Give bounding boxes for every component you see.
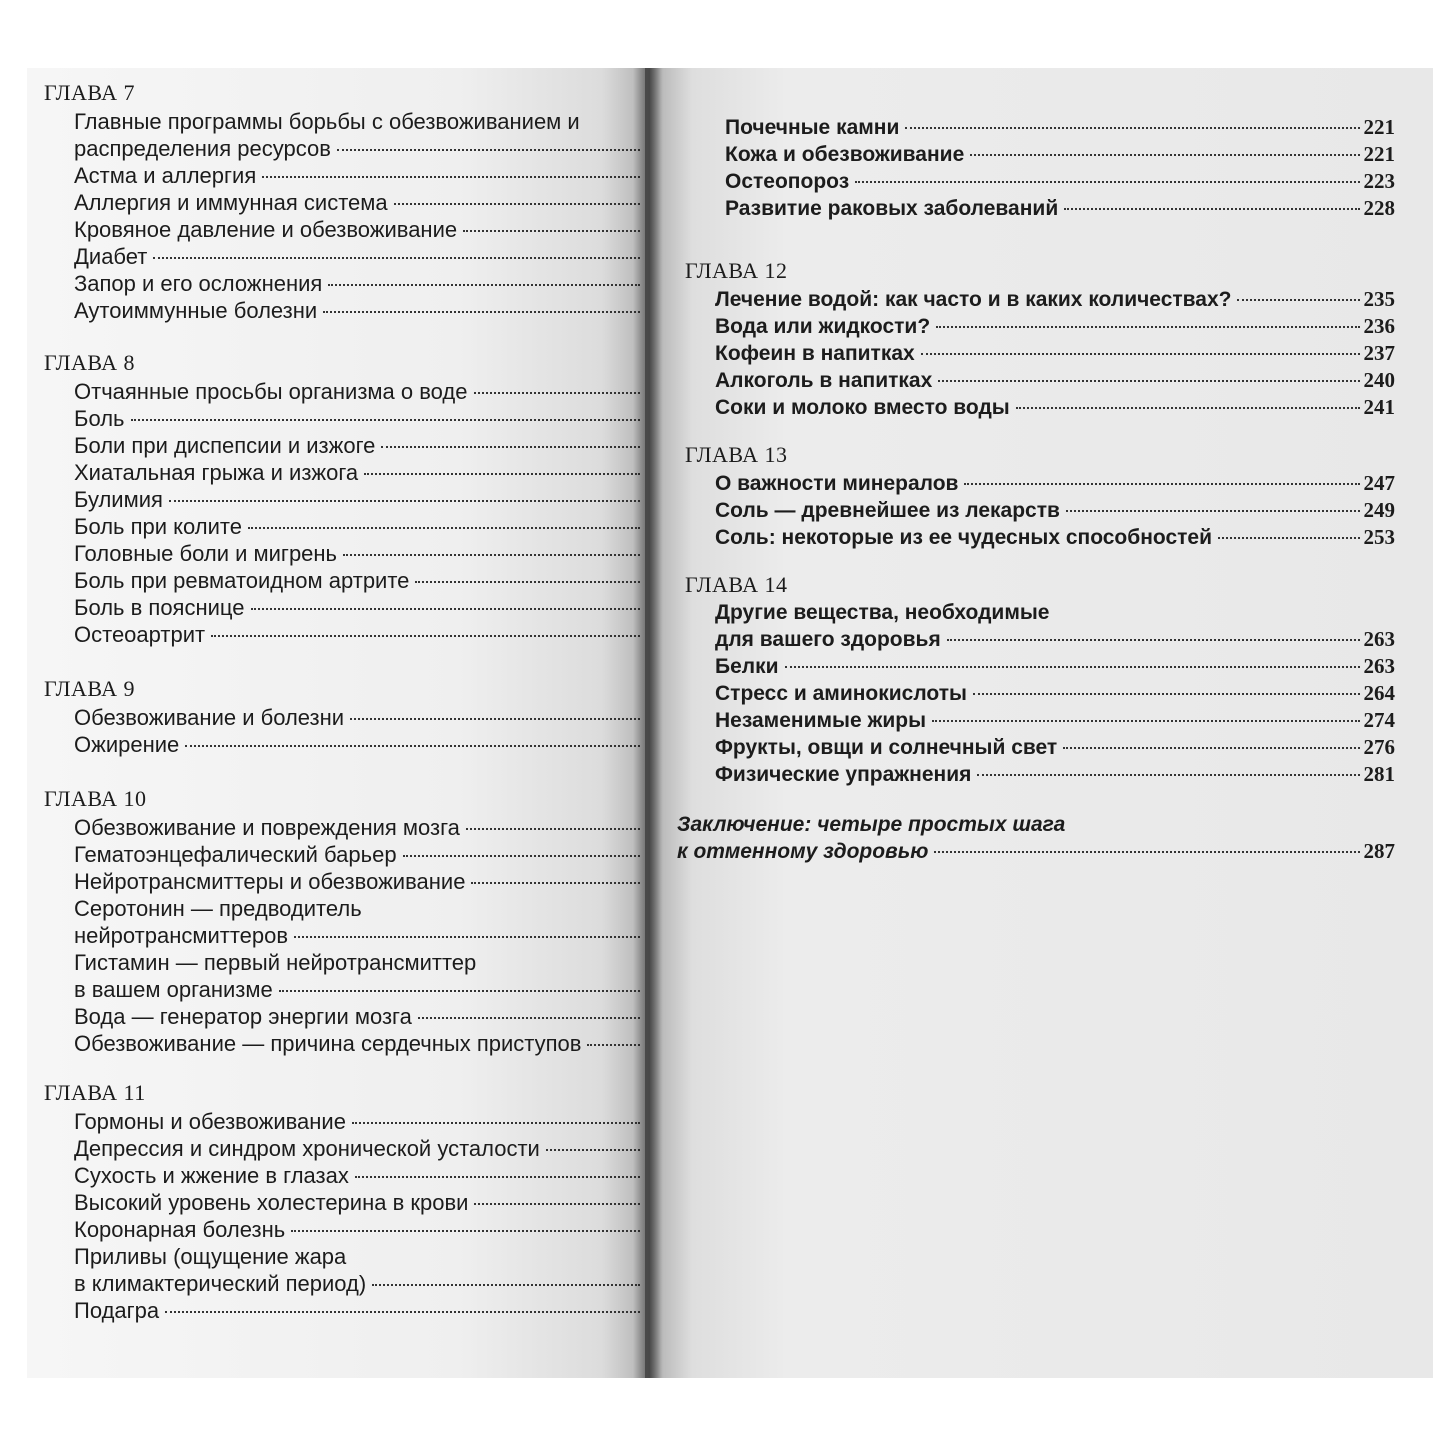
leader-dots (471, 882, 640, 884)
leader-dots (153, 257, 640, 259)
toc-page-number: 221 (1363, 115, 1395, 139)
leader-dots (211, 635, 640, 637)
toc-page-number: 221 (1363, 142, 1395, 166)
toc-page-number: 253 (1363, 525, 1395, 549)
toc-entry-label: Обезвоживание и болезни (74, 705, 345, 730)
toc-entry[interactable] (44, 405, 644, 432)
toc-entry-label: Главные программы борьбы с обезвоживанием и (74, 109, 580, 134)
toc-entry[interactable] (44, 432, 644, 459)
toc-entry-label: Лечение водой: как часто и в каких количествах? (715, 288, 1232, 311)
toc-page-number: 240 (1363, 368, 1395, 392)
toc-entry-label: Алкоголь в напитках (715, 369, 933, 392)
leader-dots (415, 581, 640, 583)
toc-entry-label: Соль — древнейшее из лекарств (715, 499, 1060, 522)
toc-entry[interactable] (44, 243, 644, 270)
leader-dots (921, 353, 1360, 355)
toc-entry-label: Гормоны и обезвоживание (74, 1109, 346, 1134)
toc-entry[interactable] (44, 1162, 644, 1189)
toc-entry-label: Обезвоживание и повреждения мозга (74, 815, 460, 840)
toc-page-number: 264 (1363, 681, 1395, 705)
toc-page-number: 236 (1363, 314, 1395, 338)
toc-entry[interactable] (44, 486, 644, 513)
toc-entry[interactable] (44, 841, 644, 868)
toc-entry[interactable] (695, 141, 1395, 168)
toc-entry-label: Сухость и жжение в глазах (74, 1163, 349, 1188)
leader-dots (337, 149, 640, 151)
toc-page-number: 237 (1363, 341, 1395, 365)
chapter-7 (44, 80, 644, 324)
toc-entry-label: Фрукты, овщи и солнечный свет (715, 736, 1058, 759)
toc-entry[interactable] (44, 922, 644, 949)
toc-entry[interactable] (44, 1297, 644, 1324)
toc-entry-label: Стресс и аминокислоты (715, 682, 967, 705)
leader-dots (905, 127, 1359, 129)
toc-entry-label: Остеопороз (725, 170, 850, 193)
leader-dots (546, 1149, 640, 1151)
toc-entry-label: Диабет (74, 244, 148, 269)
leader-dots (185, 745, 640, 747)
toc-page-number: 281 (1363, 762, 1395, 786)
chapter-13 (685, 442, 1395, 551)
toc-entry[interactable] (44, 216, 644, 243)
toc-entry-label: Ожирение (74, 732, 180, 757)
toc-entry-label: Кофеин в напитках (715, 342, 915, 365)
leader-dots (343, 554, 640, 556)
toc-entry-label: Хиатальная грыжа и изжога (74, 460, 359, 485)
toc-entry-conclusion[interactable] (677, 838, 1395, 865)
leader-dots (785, 666, 1360, 668)
toc-entry-label: Заключение: четыре простых шага (677, 813, 1066, 836)
leader-dots (474, 392, 641, 394)
toc-entry-label: Вода или жидкости? (715, 315, 931, 338)
toc-entry[interactable] (44, 162, 644, 189)
leader-dots (323, 311, 640, 313)
toc-entry[interactable] (685, 653, 1395, 680)
toc-page-number: 276 (1363, 735, 1395, 759)
leader-dots (291, 1230, 640, 1232)
toc-page-number: 263 (1363, 654, 1395, 678)
toc-entry[interactable] (685, 761, 1395, 788)
toc-entry[interactable] (685, 367, 1395, 394)
toc-entry[interactable] (685, 497, 1395, 524)
leader-dots (1237, 299, 1359, 301)
leader-dots (977, 774, 1359, 776)
toc-entry[interactable] (685, 707, 1395, 734)
toc-entry[interactable] (685, 286, 1395, 313)
leader-dots (938, 380, 1359, 382)
toc-entry[interactable] (685, 600, 1395, 626)
toc-entry-label: Подагра (74, 1298, 160, 1323)
leader-dots (936, 326, 1359, 328)
leader-dots (973, 693, 1360, 695)
leader-dots (328, 284, 640, 286)
leader-dots (1063, 747, 1359, 749)
toc-entry-label: Физические упражнения (715, 763, 972, 786)
leader-dots (372, 1284, 640, 1286)
leader-dots (355, 1176, 640, 1178)
chapter-9 (44, 676, 644, 758)
leader-dots (466, 828, 640, 830)
toc-entry-label: Нейротрансмиттеры и обезвоживание (74, 869, 466, 894)
toc-page-number: 263 (1363, 627, 1395, 651)
leader-dots (418, 1017, 640, 1019)
leader-dots (294, 936, 640, 938)
toc-entry-label: Астма и аллергия (74, 163, 257, 188)
leader-dots (970, 154, 1359, 156)
chapter-title: ГЛАВА 11 (44, 1080, 146, 1105)
leader-dots (350, 718, 640, 720)
toc-entry-label: Соль: некоторые из ее чудесных способностей (715, 526, 1213, 549)
toc-page-number: 274 (1363, 708, 1395, 732)
toc-entry-label: нейротрансмиттеров (74, 923, 289, 948)
chapter-12 (685, 258, 1395, 421)
toc-entry[interactable] (44, 621, 644, 648)
toc-entry-label: в климактерический период) (74, 1271, 367, 1296)
toc-entry[interactable] (44, 108, 644, 135)
leader-dots (1016, 407, 1360, 409)
toc-entry[interactable] (44, 189, 644, 216)
toc-entry[interactable] (695, 114, 1395, 141)
toc-entry[interactable] (44, 270, 644, 297)
leader-dots (855, 181, 1359, 183)
chapter-title: ГЛАВА 7 (44, 80, 136, 105)
toc-entry-label: Кровяное давление и обезвоживание (74, 217, 458, 242)
toc-entry[interactable] (44, 976, 644, 1003)
toc-entry-label: Кожа и обезвоживание (725, 143, 965, 166)
toc-entry[interactable] (685, 340, 1395, 367)
toc-entry[interactable] (685, 680, 1395, 707)
leader-dots (403, 855, 640, 857)
leader-dots (394, 203, 640, 205)
toc-entry-label: Боль в пояснице (74, 595, 245, 620)
toc-entry-label: Боли при диспепсии и изжоге (74, 433, 376, 458)
toc-entry[interactable] (44, 297, 644, 324)
leader-dots (169, 500, 640, 502)
toc-entry[interactable] (695, 195, 1395, 222)
toc-entry-label: Другие вещества, необходимые (715, 601, 1050, 624)
book-spread-photo (27, 68, 1433, 1378)
toc-entry-label: Незаменимые жиры (715, 709, 927, 732)
toc-entry[interactable] (685, 626, 1395, 653)
leader-dots (165, 1311, 640, 1313)
toc-entry[interactable] (685, 313, 1395, 340)
leader-dots (131, 419, 641, 421)
toc-entry-conclusion[interactable] (677, 812, 1395, 838)
toc-entry[interactable] (44, 731, 644, 758)
leader-dots (248, 527, 640, 529)
toc-entry[interactable] (44, 704, 644, 731)
toc-entry-label: Развитие раковых заболеваний (725, 197, 1059, 220)
toc-entry[interactable] (44, 814, 644, 841)
leader-dots (474, 1203, 640, 1205)
toc-entry-label: Запор и его осложнения (74, 271, 323, 296)
toc-entry-label: Депрессия и синдром хронической усталости (74, 1136, 540, 1161)
leader-dots (1066, 510, 1360, 512)
leader-dots (352, 1122, 640, 1124)
toc-entry[interactable] (695, 168, 1395, 195)
left-page (27, 68, 645, 1378)
toc-entry[interactable] (44, 135, 644, 162)
toc-entry-label: распределения ресурсов (74, 136, 331, 161)
chapter-title: ГЛАВА 13 (685, 442, 788, 467)
toc-entry[interactable] (44, 513, 644, 540)
toc-entry-label: в вашем организме (74, 977, 273, 1002)
leader-dots (251, 608, 641, 610)
conclusion-section (677, 812, 1395, 865)
toc-entry[interactable] (44, 1243, 644, 1270)
chapter-title: ГЛАВА 14 (685, 572, 788, 597)
toc-page-number: 223 (1363, 169, 1395, 193)
toc-entry-label: Вода — генератор энергии мозга (74, 1004, 412, 1029)
toc-entry-label: Остеоартрит (74, 622, 206, 647)
toc-entry-label: Высокий уровень холестерина в крови (74, 1190, 469, 1215)
toc-entry[interactable] (44, 594, 644, 621)
book-gutter-shadow (633, 68, 663, 1378)
toc-entry[interactable] (44, 459, 644, 486)
toc-entry[interactable] (44, 868, 644, 895)
right-page (645, 68, 1433, 1378)
toc-entry-label: Булимия (74, 487, 163, 512)
toc-entry[interactable] (685, 734, 1395, 761)
toc-entry-label: Аллергия и иммунная система (74, 190, 388, 215)
leader-dots (964, 483, 1359, 485)
toc-page-number: 249 (1363, 498, 1395, 522)
toc-entry-label: Головные боли и мигрень (74, 541, 338, 566)
toc-entry-label: к отменному здоровью (677, 840, 929, 863)
toc-entry-label: Аутоиммунные болезни (74, 298, 318, 323)
toc-entry[interactable] (44, 1270, 644, 1297)
toc-entry[interactable] (44, 949, 644, 976)
toc-page-number: 228 (1363, 196, 1395, 220)
leader-dots (947, 639, 1360, 641)
toc-entry[interactable] (44, 1216, 644, 1243)
toc-entry[interactable] (44, 1135, 644, 1162)
toc-entry[interactable] (44, 1108, 644, 1135)
leader-dots (364, 473, 640, 475)
toc-entry[interactable] (44, 378, 644, 405)
toc-entry[interactable] (44, 895, 644, 922)
leader-dots (262, 176, 640, 178)
chapter-11-continued (695, 114, 1395, 222)
chapter-14 (685, 572, 1395, 788)
toc-entry-label: Боль при колите (74, 514, 242, 539)
chapter-10 (44, 786, 644, 1057)
chapter-title: ГЛАВА 10 (44, 786, 147, 811)
leader-dots (463, 230, 640, 232)
toc-entry-label: Коронарная болезнь (74, 1217, 286, 1242)
toc-entry-label: для вашего здоровья (715, 628, 941, 651)
chapter-title: ГЛАВА 8 (44, 350, 136, 375)
chapter-title: ГЛАВА 12 (685, 258, 788, 283)
toc-entry[interactable] (44, 540, 644, 567)
toc-page-number: 241 (1363, 395, 1395, 419)
toc-entry-label: Обезвоживание — причина сердечных приступов (74, 1031, 582, 1056)
leader-dots (381, 446, 640, 448)
toc-entry-label: Почечные камни (725, 116, 900, 139)
chapter-8 (44, 350, 644, 648)
toc-page-number: 235 (1363, 287, 1395, 311)
toc-page-number: 287 (1363, 839, 1395, 863)
toc-entry[interactable] (44, 567, 644, 594)
toc-entry-label: Белки (715, 655, 779, 678)
toc-entry[interactable] (685, 470, 1395, 497)
toc-entry[interactable] (685, 394, 1395, 421)
toc-entry-label: Боль (74, 406, 125, 431)
toc-entry-label: Приливы (ощущение жара (74, 1244, 347, 1269)
toc-entry-label: О важности минералов (715, 472, 959, 495)
leader-dots (1064, 208, 1359, 210)
toc-entry[interactable] (685, 524, 1395, 551)
toc-entry-label: Гистамин — первый нейротрансмиттер (74, 950, 477, 975)
leader-dots (279, 990, 640, 992)
toc-entry-label: Соки и молоко вместо воды (715, 396, 1010, 419)
toc-entry[interactable] (44, 1189, 644, 1216)
toc-entry[interactable] (44, 1030, 644, 1057)
toc-entry-label: Отчаянные просьбы организма о воде (74, 379, 468, 404)
toc-entry-label: Боль при ревматоидном артрите (74, 568, 410, 593)
chapter-11 (44, 1080, 644, 1324)
leader-dots (1218, 537, 1359, 539)
leader-dots (932, 720, 1359, 722)
toc-entry-label: Гематоэнцефалический барьер (74, 842, 397, 867)
toc-entry-label: Серотонин — предводитель (74, 896, 362, 921)
toc-page-number: 247 (1363, 471, 1395, 495)
chapter-title: ГЛАВА 9 (44, 676, 136, 701)
toc-entry[interactable] (44, 1003, 644, 1030)
leader-dots (934, 851, 1359, 853)
